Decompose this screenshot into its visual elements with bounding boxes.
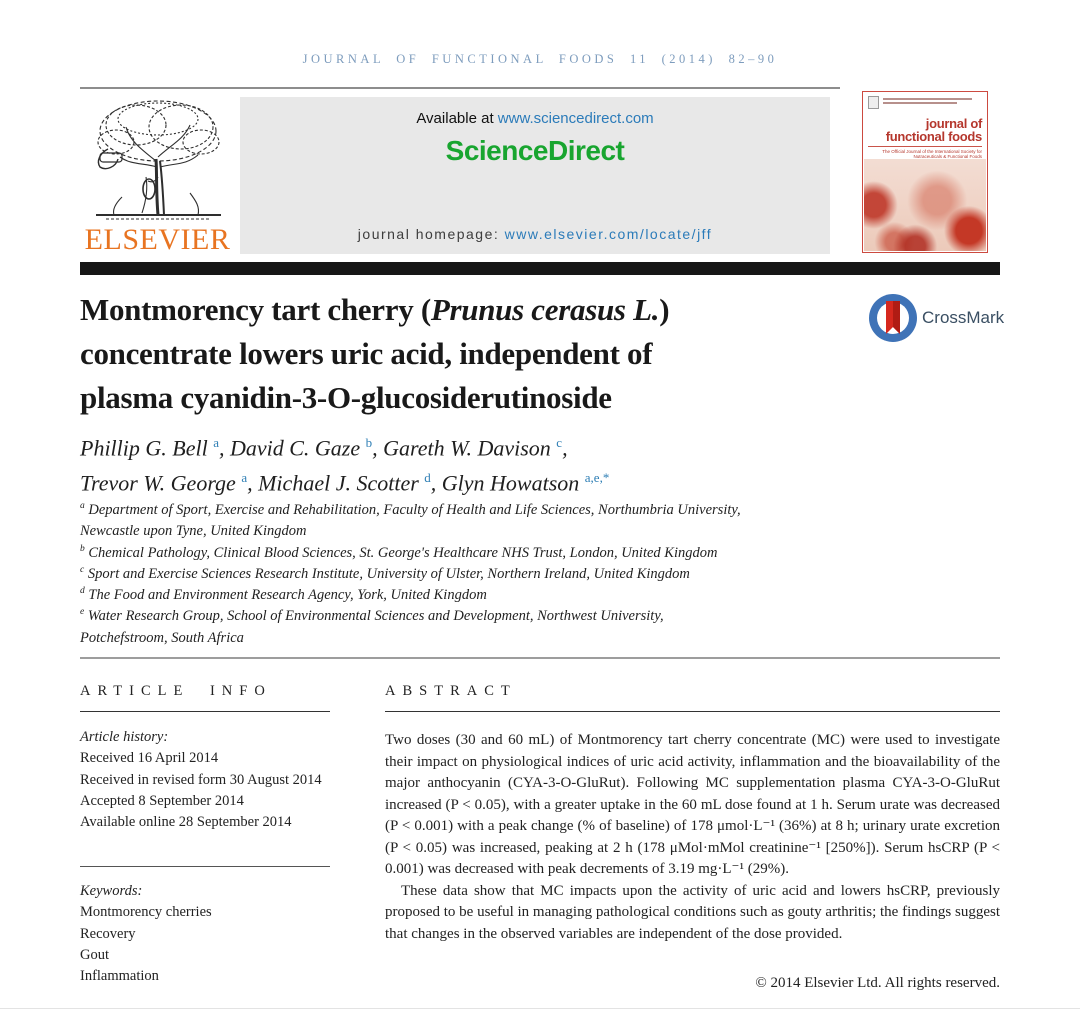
- author-affiliation-sup: a,e,*: [584, 470, 610, 486]
- author-name: Phillip G. Bell: [80, 435, 214, 461]
- sciencedirect-url-link[interactable]: www.sciencedirect.com: [497, 110, 654, 127]
- keyword-item: Montmorency cherries: [80, 904, 212, 921]
- elsevier-wordmark: ELSEVIER: [84, 223, 231, 256]
- author-affiliation-sup: a: [241, 470, 248, 486]
- affiliation-line: $^a$ Department of Sport, Exercise and Rehabilitation, Faculty of Health and Life Sciences, Northumbria University,: [80, 501, 741, 518]
- author-name: Trevor W. George: [80, 470, 242, 496]
- abstract-rule: [385, 711, 1000, 712]
- keywords-top-rule: [80, 866, 330, 867]
- keyword-item: Recovery: [80, 925, 136, 942]
- history-entry: Available online 28 September 2014: [80, 814, 292, 831]
- abstract-paragraph-1: Two doses (30 and 60 mL) of Montmorency tart cherry concentrate (MC) were used to investigate their impact on physiological indices of uric acid activity, inflammation and the bioavailability of the major anthocyanin (CYA-3-O-GluRut). Following MC supplementation plasma CYA-3-O-GluRut increased (P < 0.05), with a greater uptake in the 60 mL dose found at 1 h. Serum urate was decreased (P < 0.001) with a peak change (% of baseline) of 178 μmol·L⁻¹ (36%) at 8 h; urinary urate excretion (P < 0.05) was increased, peaking at 2 h (178 μMol·mMol creatinine⁻¹ [250%]). Serum hsCRP (P < 0.001) was decreased with peak decrements of 3.19 mg·L⁻¹ (29%).: [385, 732, 1000, 877]
- article-title: [80, 288, 860, 420]
- title-species-italic: Prunus cerasus L.: [430, 292, 660, 327]
- affiliation-line: $^d$ The Food and Environment Research Agency, York, United Kingdom: [80, 586, 487, 604]
- journal-citation-line: JOURNAL OF FUNCTIONAL FOODS 11 (2014) 82–90: [302, 52, 778, 66]
- title-line-1: Montmorency tart cherry (Prunus cerasus L.): [80, 292, 670, 327]
- cover-subtitle: The Official Journal of the International Society for Nutraceuticals & Functional Foods: [882, 149, 982, 159]
- cover-food-image: [864, 159, 986, 251]
- cover-microtext: [883, 102, 957, 104]
- abstract-body: [385, 730, 1000, 945]
- abstract-paragraph-2: These data show that MC impacts upon the activity of uric acid and lowers hsCRP, previously proposed to be useful in managing pathological conditions such as gouty arthritis; the findings suggest that changes in the observed variables are independent of the dose provided.: [385, 882, 1000, 942]
- sciencedirect-logo[interactable]: ScienceDirect: [445, 135, 625, 166]
- history-entry: Received 16 April 2014: [80, 750, 219, 767]
- history-entry: Accepted 8 September 2014: [80, 792, 244, 809]
- homepage-label: journal homepage:: [357, 226, 505, 242]
- crossmark-label: CrossMark: [922, 308, 1005, 327]
- keywords-section: [80, 881, 328, 987]
- header-divider: [80, 87, 840, 89]
- keywords-label: Keywords:: [80, 883, 143, 899]
- affiliation-sup: e: [80, 607, 85, 618]
- affiliation-line: $^e$ Water Research Group, School of Environmental Sciences and Development, Northwest University,: [80, 607, 664, 625]
- cover-publisher-mark: [868, 96, 879, 109]
- author-list: [80, 428, 800, 499]
- article-history: [80, 727, 328, 833]
- author-affiliation-sup: d: [424, 470, 431, 486]
- elsevier-tree-icon: [86, 97, 229, 223]
- sciencedirect-banner: [240, 97, 830, 254]
- affiliation-line: $^b$ Chemical Pathology, Clinical Blood Sciences, St. George's Healthcare NHS Trust, London, United Kingdom: [80, 543, 718, 561]
- affiliation-sup: c: [80, 565, 85, 576]
- keyword-item: Gout: [80, 946, 109, 963]
- authors-line-2: Trevor W. George $^a$, Michael J. Scotter $^d$, Glyn Howatson $^{a,e,*}$: [80, 470, 610, 496]
- cover-title: journal of functional foods: [885, 116, 982, 144]
- affiliation-sup: a: [80, 501, 85, 512]
- cover-rule: [868, 146, 982, 147]
- article-info-rule: [80, 711, 330, 712]
- keyword-item: Inflammation: [80, 968, 159, 985]
- author-name: Gareth W. Davison: [383, 435, 557, 461]
- affiliation-sup: d: [80, 586, 85, 597]
- author-affiliation-sup: c: [556, 435, 563, 450]
- article-info-heading: ARTICLE INFO: [80, 683, 272, 699]
- affiliation-line: Newcastle upon Tyne, United Kingdom: [80, 523, 307, 540]
- author-affiliation-sup: a: [213, 435, 219, 450]
- keywords-list: [80, 902, 328, 987]
- author-name: David C. Gaze: [229, 435, 366, 461]
- section-divider-bar: [80, 262, 1000, 275]
- article-history-label: Article history:: [80, 729, 169, 745]
- columns-top-rule: [80, 657, 1000, 659]
- author-name: Glyn Howatson: [441, 470, 585, 496]
- available-at-text: Available at: [416, 110, 498, 127]
- journal-homepage-line: [240, 226, 830, 242]
- title-line-2: concentrate lowers uric acid, independent of: [80, 336, 653, 371]
- authors-line-1: Phillip G. Bell $^a$, David C. Gaze $^b$, Gareth W. Davison $^c$,: [80, 435, 568, 461]
- crossmark-icon: [868, 293, 918, 343]
- abstract-heading: ABSTRACT: [385, 683, 517, 699]
- article-history-list: [80, 748, 328, 833]
- page-bottom-edge: [0, 1008, 1080, 1009]
- cover-microtext: [883, 98, 972, 100]
- journal-cover-thumbnail: [862, 91, 988, 253]
- history-entry: Received in revised form 30 August 2014: [80, 771, 322, 788]
- affiliation-list: [80, 500, 830, 649]
- copyright-line: © 2014 Elsevier Ltd. All rights reserved.: [755, 975, 1000, 991]
- title-line-3: plasma cyanidin-3-O-glucosiderutinoside: [80, 380, 612, 415]
- crossmark-badge[interactable]: [868, 293, 1005, 343]
- author-name: Michael J. Scotter: [258, 470, 425, 496]
- affiliation-sup: b: [80, 543, 85, 554]
- cover-masthead: [868, 96, 982, 109]
- affiliation-line: $^c$ Sport and Exercise Sciences Research Institute, University of Ulster, Northern Ireland, United Kingdom: [80, 565, 690, 582]
- author-affiliation-sup: b: [365, 435, 373, 450]
- elsevier-logo: [80, 97, 235, 257]
- homepage-url-link[interactable]: www.elsevier.com/locate/jff: [504, 226, 713, 242]
- affiliation-line: Potchefstroom, South Africa: [80, 629, 244, 646]
- available-at-line: [240, 110, 830, 127]
